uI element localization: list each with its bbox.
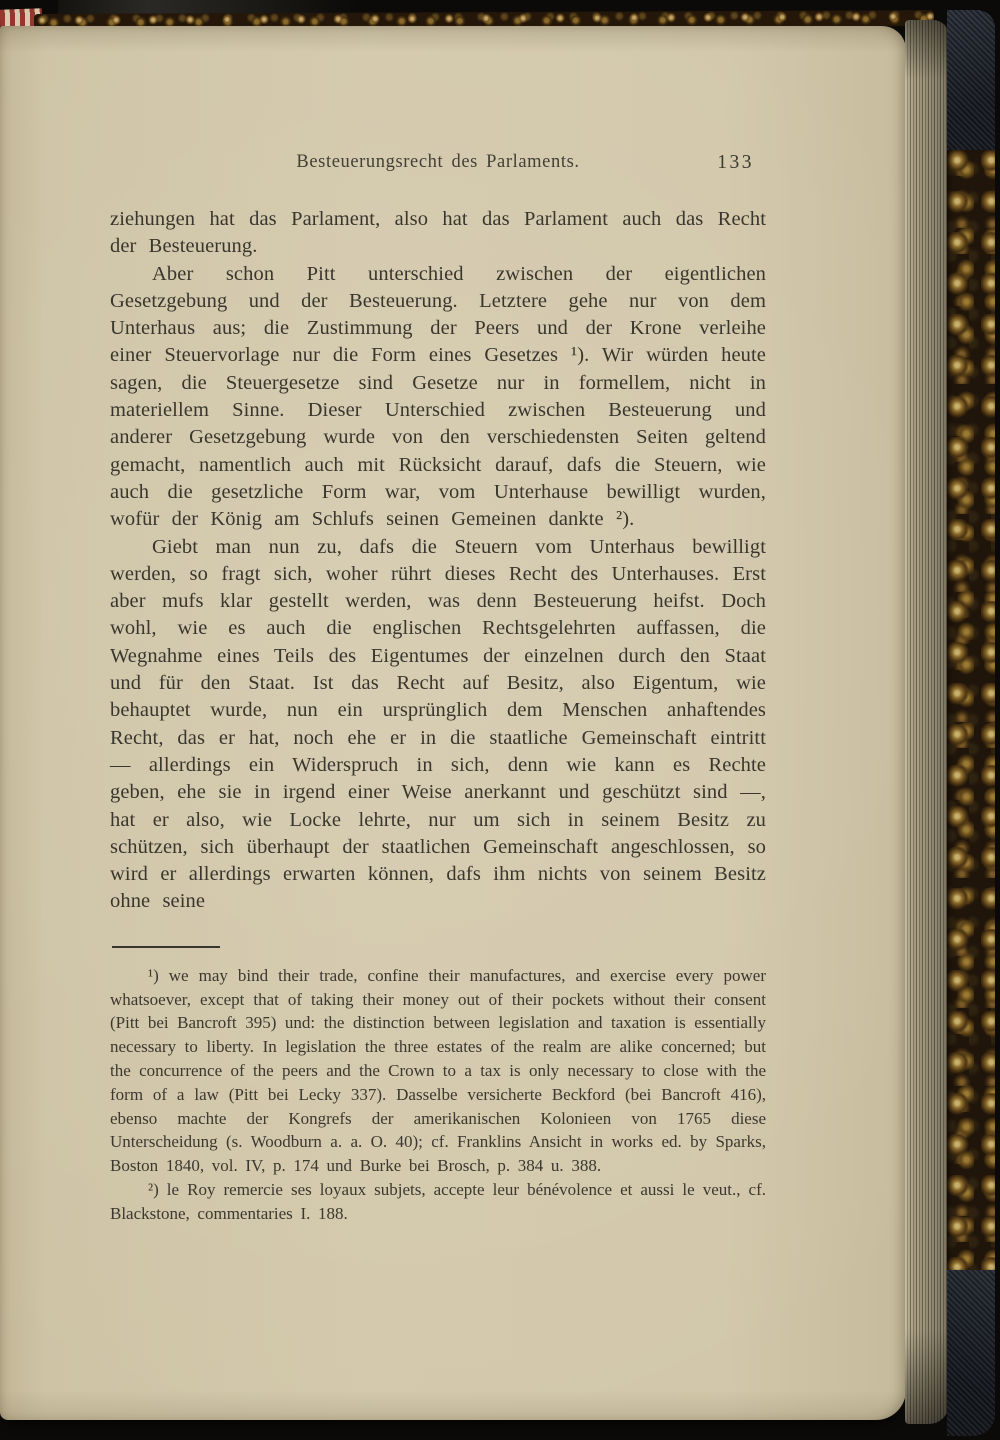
paragraph-continuation: ziehungen hat das Parlament, also hat das Parlament auch das Recht der Besteuerung. (110, 208, 766, 258)
fore-edge-page-stack (905, 20, 949, 1424)
cover-cloth-bottom (947, 1270, 995, 1436)
footnote-2: ²) le Roy remercie ses loyaux subjets, accepte leur bénévolence et aussi le veut., cf. Blackstone, commentaries I. 188. (110, 1179, 766, 1223)
page-number: 133 (717, 152, 754, 173)
paragraph: Aber schon Pitt unterschied zwischen der eigentlichen Gesetzgebung und der Besteuerung. Letztere gehe nur von dem Unterhaus aus; die Zustimmung der Peers und der Krone verleihe einer Steuervorlage nur die Form eines Gesetzes ¹). Wir würden heute sagen, die Steuergesetze sind Gesetze nur in formellem, nicht in materiellem Sinne. Dieser Unterschied zwischen Besteuerung und anderer Gesetzgebung wurde von den verschiedensten Seiten geltend gemacht, namentlich auch mit Rücksicht darauf, dafs die Steuern, wie auch die gesetzliche Form war, vom Unterhause bewilligt wurden, wofür der König am Schlufs seinen Gemeinen dankte ²). (110, 262, 766, 531)
page-content (110, 152, 766, 1225)
footnote-separator (112, 946, 220, 948)
footnotes (110, 964, 766, 1226)
running-head-title: Besteuerungsrecht des Parlaments. (296, 152, 580, 172)
paragraph: Giebt man nun zu, dafs die Steuern vom Unterhaus bewilligt werden, so fragt sich, woher rührt dieses Recht des Unterhauses. Erst aber mufs klar gestellt werden, was denn Besteuerung heifst. Doch wohl, wie es auch die englischen Rechtsgelehrten auffassen, die Wegnahme eines Teils des Eigentumes der einzelnen durch den Staat und für den Staat. Ist das Recht auf Besitz, also Eigentum, wie behauptet wurde, nun ein ursprünglich dem Menschen anhaftendes Recht, das er hat, noch ehe er in die staatliche Gemeinschaft eintritt — allerdings ein Widerspruch in sich, denn wie kann es Rechte geben, ehe sie in irgend einer Weise anerkannt und geschützt sind —, hat er also, wie Locke lehrte, nur um sich in seinem Besitz zu schützen, sich überhaupt der staatlichen Gemeinschaft angeschlossen, so wird er allerdings erwarten können, dafs ihm nichts von seinem Besitz ohne seine (110, 535, 766, 913)
cover-cloth-top (947, 10, 995, 150)
marbled-cover-side (947, 150, 995, 1270)
book-cover-right-edge (947, 10, 995, 1436)
running-head (110, 152, 766, 178)
footnote-1: ¹) we may bind their trade, confine their manufactures, and exercise every power whatsoever, except that of taking their money out of their pockets without their consent (Pitt bei Bancroft 395) und: the distinction between legislation and taxation is essentially necessary to liberty. In legislation the three estates of the realm are alike concerned; but the concurrence of the peers and the Crown to a tax is only necessary to close with the form of a law (Pitt bei Lecky 337). Dasselbe versicherte Beckford (bei Bancroft 416), ebenso machte der Kongrefs der amerikanischen Kolonieen von 1765 diese Unterscheidung (s. Woodburn a. a. O. 40); cf. Franklins Ansicht in works ed. by Sparks, Boston 1840, vol. IV, p. 174 und Burke bei Brosch, p. 384 u. 388. (110, 965, 766, 1176)
body-text (110, 206, 766, 916)
book-page (0, 26, 906, 1420)
